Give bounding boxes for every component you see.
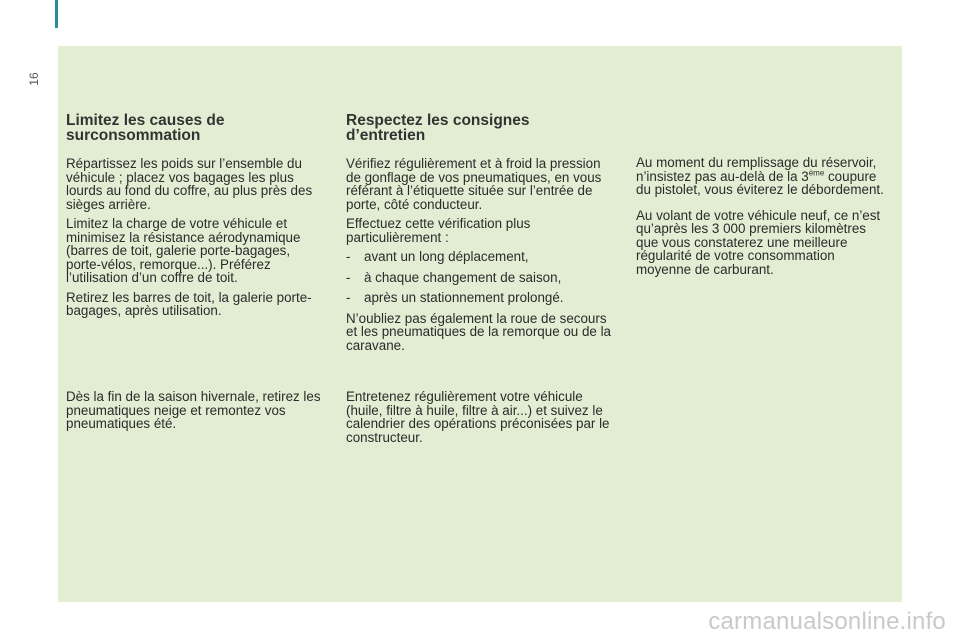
left-bottom-column [66, 390, 328, 437]
middle-bottom-paragraph: Entretenez régulièrement votre véhicule (huile, filtre à huile, filtre à air...) et suivez le calendrier des opérations préconisées par le constructeur. [346, 389, 610, 445]
right-p1-sup: ème [808, 168, 825, 178]
page-number: 16 [27, 72, 41, 86]
middle-paragraph-2: Effectuez cette vérification plus particulièrement : [346, 216, 531, 245]
list-item: - après un stationnement prolongé. [346, 291, 612, 305]
middle-paragraph-1: Vérifiez régulièrement et à froid la pression de gonflage de vos pneumatiques, en vous référant à l’étiquette située sur l’entrée de porte, côté conducteur. [346, 156, 602, 212]
right-p1-text-b: coupure du pistolet, vous éviterez le débordement. [636, 168, 884, 197]
right-paragraph-1 [636, 156, 886, 197]
right-p1-text-a: Au moment du remplissage du réservoir, n’insistez pas au-delà de la 3 [636, 155, 877, 184]
middle-column [346, 113, 612, 358]
list-item: - avant un long déplacement, [346, 250, 612, 264]
middle-bottom-column [346, 390, 612, 450]
left-paragraph-1: Répartissez les poids sur l’ensemble du véhicule ; placez vos bagages les plus lourds au fond du coffre, au plus près des sièges arrière. [66, 156, 313, 212]
middle-paragraph-3: N’oubliez pas également la roue de secours et les pneumatiques de la remorque ou de la caravane. [346, 310, 612, 353]
middle-heading: Respectez les consignes d’entretien [346, 112, 530, 144]
left-paragraph-2: Limitez la charge de votre véhicule et minimisez la résistance aérodynamique (barres de toit, galerie porte-bagages, porte-vélos, remorque...). Préférez l’utilisation d’un coffre de toit. [66, 216, 301, 285]
list-item: - à chaque changement de saison, [346, 271, 612, 285]
left-bottom-paragraph: Dès la fin de la saison hivernale, retirez les pneumatiques neige et remontez vos pneumatiques été. [66, 389, 321, 431]
left-heading: Limitez les causes de surconsommation [66, 112, 225, 144]
right-column [636, 156, 886, 282]
left-column [66, 113, 328, 324]
left-paragraph-3: Retirez les barres de toit, la galerie porte-bagages, après utilisation. [66, 289, 312, 318]
watermark: carmanualsonline.info [708, 608, 946, 635]
accent-bar [55, 0, 58, 28]
check-list [346, 250, 612, 305]
right-paragraph-2: Au volant de votre véhicule neuf, ce n’est qu’après les 3 000 premiers kilomètres que vous constaterez une meilleure régularité de votre consommation moyenne de carburant. [636, 207, 881, 277]
